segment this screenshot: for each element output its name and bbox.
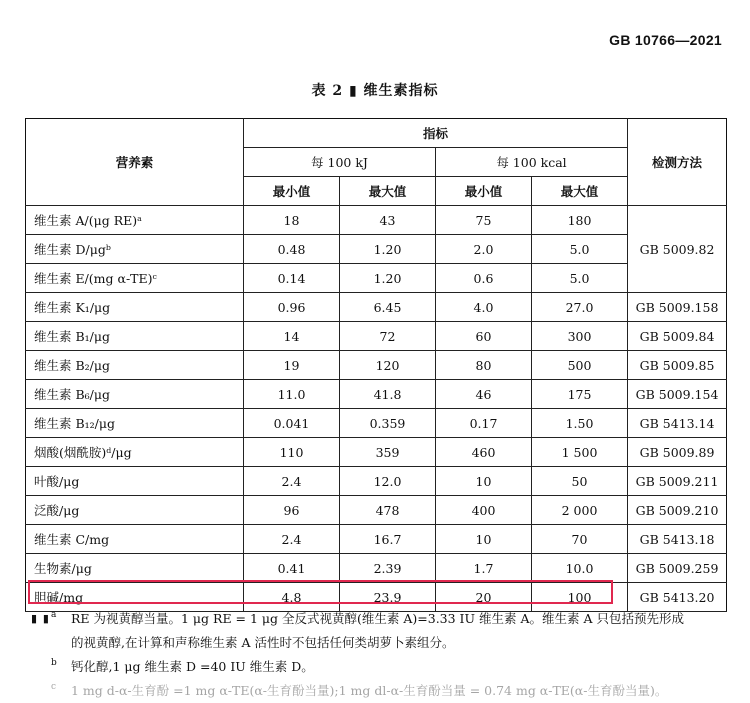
kj-min-value: 18 — [244, 206, 340, 235]
kcal-max-value: 10.0 — [532, 554, 628, 583]
footnote-a — [25, 607, 726, 631]
footnote-c-mark: c — [51, 682, 57, 692]
nutrient-name: 维生素 A/(μg RE)ᵃ — [26, 206, 244, 235]
table-row — [26, 438, 727, 467]
test-method: GB 5413.18 — [628, 525, 727, 554]
table-row — [26, 235, 727, 264]
kj-min-value: 2.4 — [244, 525, 340, 554]
kj-min-value: 0.41 — [244, 554, 340, 583]
nutrient-name: 烟酸(烟酰胺)ᵈ/μg — [26, 438, 244, 467]
footnote-c-text: 1 mg d-α-生育酚 =1 mg α-TE(α-生育酚当量);1 mg dl-α-生育酚当量 = 0.74 mg α-TE(α-生育酚当量)。 — [71, 683, 668, 698]
kcal-max-value: 175 — [532, 380, 628, 409]
kj-max-value: 41.8 — [340, 380, 436, 409]
test-method: GB 5009.82 — [628, 206, 727, 293]
nutrient-name: 维生素 D/μgᵇ — [26, 235, 244, 264]
kj-max-value: 1.20 — [340, 264, 436, 293]
kj-max-value: 6.45 — [340, 293, 436, 322]
kcal-max-value: 2 000 — [532, 496, 628, 525]
nutrient-name: 维生素 B₁/μg — [26, 322, 244, 351]
kcal-min-value: 80 — [436, 351, 532, 380]
kcal-max-value: 300 — [532, 322, 628, 351]
footnote-a-text-line1: RE 为视黄醇当量。1 μg RE = 1 μg 全反式视黄醇(维生素 A)=3.33 IU 维生素 A。维生素 A 只包括预先形成 — [71, 611, 684, 626]
nutrient-name: 维生素 B₂/μg — [26, 351, 244, 380]
kj-max-value: 43 — [340, 206, 436, 235]
header-method: 检测方法 — [628, 119, 727, 206]
header-kcal-min: 最小值 — [436, 177, 532, 206]
kcal-min-value: 4.0 — [436, 293, 532, 322]
kj-max-value: 0.359 — [340, 409, 436, 438]
table-row — [26, 496, 727, 525]
test-method: GB 5009.158 — [628, 293, 727, 322]
kcal-min-value: 1.7 — [436, 554, 532, 583]
kj-min-value: 0.96 — [244, 293, 340, 322]
kj-max-value: 478 — [340, 496, 436, 525]
table-row — [26, 206, 727, 235]
test-method: GB 5009.211 — [628, 467, 727, 496]
standard-code: GB 10766—2021 — [609, 32, 722, 48]
kcal-min-value: 400 — [436, 496, 532, 525]
footnotes — [25, 607, 726, 703]
test-method: GB 5413.14 — [628, 409, 727, 438]
footnote-c — [25, 679, 726, 703]
footnote-b-text: 钙化醇,1 μg 维生素 D =40 IU 维生素 D。 — [71, 659, 314, 674]
kj-min-value: 2.4 — [244, 467, 340, 496]
nutrient-name: 维生素 E/(mg α-TE)ᶜ — [26, 264, 244, 293]
kcal-max-value: 5.0 — [532, 264, 628, 293]
kj-max-value: 2.39 — [340, 554, 436, 583]
vitamin-spec-table — [25, 118, 727, 612]
kj-max-value: 1.20 — [340, 235, 436, 264]
test-method: GB 5413.20 — [628, 583, 727, 612]
table-row — [26, 351, 727, 380]
kcal-min-value: 2.0 — [436, 235, 532, 264]
kcal-max-value: 50 — [532, 467, 628, 496]
kj-min-value: 96 — [244, 496, 340, 525]
kcal-max-value: 180 — [532, 206, 628, 235]
kcal-min-value: 0.6 — [436, 264, 532, 293]
table-row — [26, 525, 727, 554]
nutrient-name: 生物素/μg — [26, 554, 244, 583]
kcal-min-value: 0.17 — [436, 409, 532, 438]
nutrient-name: 维生素 K₁/μg — [26, 293, 244, 322]
table-row — [26, 322, 727, 351]
header-kj-max: 最大值 — [340, 177, 436, 206]
test-method: GB 5009.154 — [628, 380, 727, 409]
nutrient-name: 泛酸/μg — [26, 496, 244, 525]
test-method: GB 5009.259 — [628, 554, 727, 583]
kcal-min-value: 10 — [436, 467, 532, 496]
footnote-a-text-line2: 的视黄醇,在计算和声称维生素 A 活性时不包括任何类胡萝卜素组分。 — [71, 635, 455, 650]
test-method: GB 5009.89 — [628, 438, 727, 467]
kj-min-value: 19 — [244, 351, 340, 380]
kcal-min-value: 60 — [436, 322, 532, 351]
table-row — [26, 467, 727, 496]
kcal-max-value: 100 — [532, 583, 628, 612]
kcal-max-value: 5.0 — [532, 235, 628, 264]
footnote-a-continued — [25, 631, 726, 655]
kcal-min-value: 46 — [436, 380, 532, 409]
kj-max-value: 16.7 — [340, 525, 436, 554]
table-row — [26, 293, 727, 322]
nutrient-name: 维生素 C/mg — [26, 525, 244, 554]
kcal-max-value: 27.0 — [532, 293, 628, 322]
kcal-max-value: 1 500 — [532, 438, 628, 467]
test-method: GB 5009.84 — [628, 322, 727, 351]
kj-max-value: 12.0 — [340, 467, 436, 496]
kj-min-value: 11.0 — [244, 380, 340, 409]
table-title: 表 2 ▮ 维生素指标 — [311, 83, 439, 99]
kj-min-value: 4.8 — [244, 583, 340, 612]
header-kcal-max: 最大值 — [532, 177, 628, 206]
kj-max-value: 120 — [340, 351, 436, 380]
header-kj-min: 最小值 — [244, 177, 340, 206]
kj-min-value: 0.041 — [244, 409, 340, 438]
test-method: GB 5009.210 — [628, 496, 727, 525]
table-row — [26, 380, 727, 409]
kcal-min-value: 10 — [436, 525, 532, 554]
kj-min-value: 110 — [244, 438, 340, 467]
header-per-100kcal: 每 100 kcal — [436, 148, 628, 177]
footnote-b — [25, 655, 726, 679]
nutrient-name: 维生素 B₁₂/μg — [26, 409, 244, 438]
table-row — [26, 409, 727, 438]
kcal-min-value: 75 — [436, 206, 532, 235]
kj-min-value: 0.14 — [244, 264, 340, 293]
kj-min-value: 14 — [244, 322, 340, 351]
footnote-a-mark: a — [51, 610, 57, 620]
header-nutrient: 营养素 — [26, 119, 244, 206]
kcal-max-value: 70 — [532, 525, 628, 554]
kj-max-value: 72 — [340, 322, 436, 351]
kj-min-value: 0.48 — [244, 235, 340, 264]
header-per-100kj: 每 100 kJ — [244, 148, 436, 177]
table-row — [26, 554, 727, 583]
table-row — [26, 264, 727, 293]
nutrient-name: 胆碱/mg — [26, 583, 244, 612]
kj-max-value: 23.9 — [340, 583, 436, 612]
header-indicator: 指标 — [244, 119, 628, 148]
nutrient-name: 叶酸/μg — [26, 467, 244, 496]
test-method: GB 5009.85 — [628, 351, 727, 380]
kcal-min-value: 460 — [436, 438, 532, 467]
footnote-lead-marks: ▮ ▮ — [31, 612, 50, 625]
kcal-max-value: 500 — [532, 351, 628, 380]
kcal-min-value: 20 — [436, 583, 532, 612]
kcal-max-value: 1.50 — [532, 409, 628, 438]
footnote-b-mark: b — [51, 658, 57, 668]
nutrient-name: 维生素 B₆/μg — [26, 380, 244, 409]
kj-max-value: 359 — [340, 438, 436, 467]
